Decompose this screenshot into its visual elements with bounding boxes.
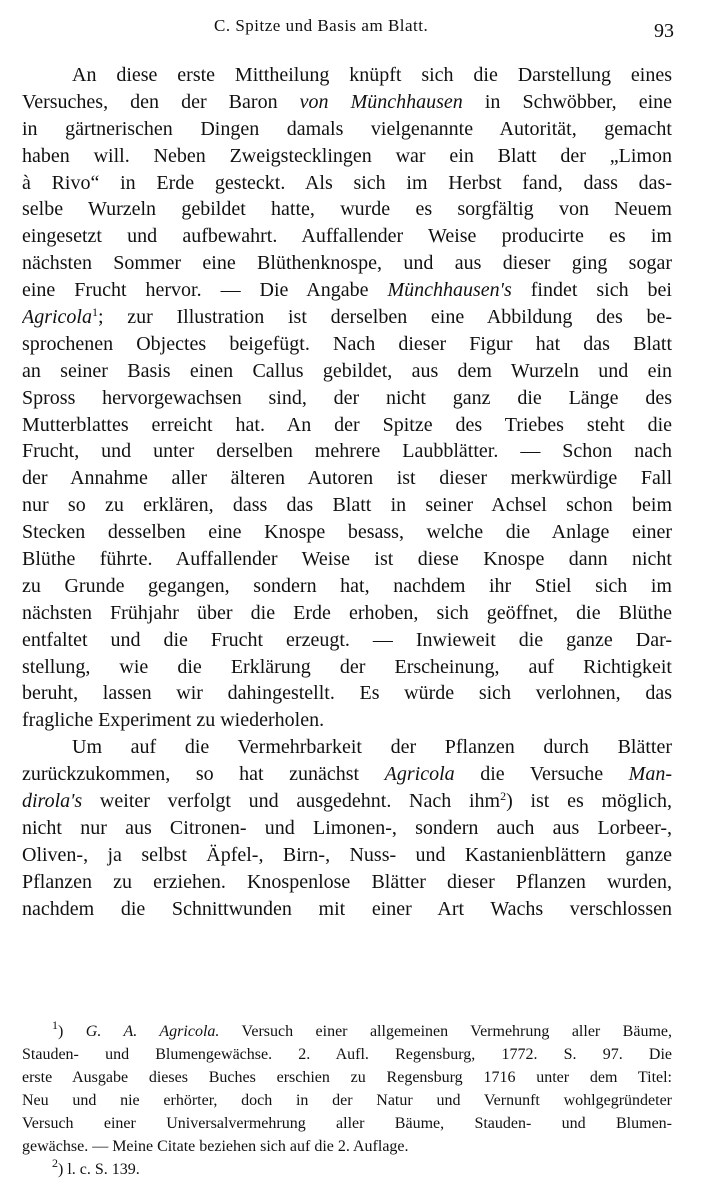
text-line: sprochenen Objectes beigefügt. Nach dieser Figur hat das Blatt — [22, 332, 672, 355]
footnote-marker: 1 — [52, 1020, 58, 1032]
text-line: eingesetzt und aufbewahrt. Auffallender Weise producirte es im — [22, 225, 672, 248]
running-title: C. Spitze und Basis am Blatt. — [214, 16, 429, 35]
text-line: der Annahme aller älteren Autoren ist dieser merkwürdige Fall — [22, 467, 672, 490]
footnote-marker: 2 — [52, 1158, 58, 1170]
text-line: nicht nur aus Citronen- und Limonen-, sondern auch aus Lorbeer-, — [22, 816, 672, 839]
person-name: dirola's — [22, 790, 83, 813]
text-line: Spross hervorgewachsen sind, der nicht ganz die Länge des — [22, 386, 672, 409]
text-line: entfaltet und die Frucht erzeugt. — Inwieweit die ganze Dar- — [22, 628, 672, 651]
text-line: Versuches, den der Baron von Münchhausen in Schwöbber, eine — [22, 90, 672, 113]
text-line: Blüthe führte. Auffallender Weise ist diese Knospe dann nicht — [22, 548, 672, 571]
footnote-marker: 1 — [92, 305, 98, 320]
text-line: Frucht, und unter derselben mehrere Laubblätter. — Schon nach — [22, 440, 672, 463]
person-name: Agricola — [22, 306, 92, 329]
text-line: Agricola$^1$; zur Illustration ist derselben eine Abbildung des be- — [22, 305, 672, 329]
person-name: von Münchhausen — [299, 90, 463, 113]
text-line: haben will. Neben Zweigstecklingen war ein Blatt der „Limon — [22, 144, 672, 167]
footnote-line: gewächse. — Meine Citate beziehen sich auf die 2. Auflage. — [22, 1138, 409, 1155]
footnote-line: $^1$) G. A. Agricola. Versuch einer allgemeinen Vermehrung aller Bäume, — [52, 1020, 672, 1040]
running-head — [24, 6, 674, 46]
text-line: zurückzukommen, so hat zunächst Agricola die Versuche Man- — [22, 763, 672, 786]
person-name: Man- — [628, 763, 672, 786]
text-line: stellung, wie die Erklärung der Erscheinung, auf Richtigkeit — [22, 655, 672, 678]
text-line: nur so zu erklären, dass das Blatt in seiner Achsel schon beim — [22, 494, 672, 517]
text-line: An diese erste Mittheilung knüpft sich die Darstellung eines — [72, 64, 672, 86]
footnote-marker: 2 — [500, 789, 507, 804]
footnote-line: Neu und nie erhörter, doch in der Natur und Vernunft wohlgegründeter — [22, 1092, 672, 1109]
text-line: Pflanzen zu erziehen. Knospenlose Blätter dieser Pflanzen wurden, — [22, 870, 672, 893]
text-line: dirola's weiter verfolgt und ausgedehnt. Nach ihm$^2$) ist es möglich, — [22, 789, 672, 813]
text-line: beruht, lassen wir dahingestellt. Es würde sich verlohnen, das — [22, 682, 672, 705]
text-line: in gärtnerischen Dingen damals vielgenannte Autorität, gemacht — [22, 117, 672, 140]
text-line: nachdem die Schnittwunden mit einer Art Wachs verschlossen — [22, 897, 672, 920]
text-line: Um auf die Vermehrbarkeit der Pflanzen durch Blätter — [72, 736, 672, 759]
person-name: Agricola — [384, 763, 455, 786]
text-line: an seiner Basis einen Callus gebildet, aus dem Wurzeln und ein — [22, 359, 672, 382]
text-line: eine Frucht hervor. — Die Angabe Münchhausen's findet sich bei — [22, 279, 672, 302]
text-line: Mutterblattes erreicht hat. An der Spitze des Triebes steht die — [22, 413, 672, 436]
footnotes — [22, 1020, 672, 1181]
text-line: selbe Wurzeln gebildet hatte, wurde es sorgfältig von Neuem — [22, 198, 672, 221]
body-text — [22, 62, 672, 923]
footnote-line: $^2$) l. c. S. 139. — [52, 1158, 140, 1178]
person-name: Münchhausen's — [387, 279, 512, 302]
text-line: Oliven-, ja selbst Äpfel-, Birn-, Nuss- und Kastanienblättern ganze — [22, 843, 672, 866]
person-name: G. A. Agricola. — [85, 1023, 220, 1040]
footnote-line: Stauden- und Blumengewächse. 2. Aufl. Regensburg, 1772. S. 97. Die — [22, 1046, 672, 1063]
text-line: nächsten Sommer eine Blüthenknospe, und aus dieser ging sogar — [22, 252, 672, 275]
text-line: Stecken desselben eine Knospe besass, welche die Anlage einer — [22, 521, 672, 544]
footnote-line: erste Ausgabe dieses Buches erschien zu Regensburg 1716 unter dem Titel: — [22, 1069, 672, 1086]
footnote-line: Versuch einer Universalvermehrung aller Bäume, Stauden- und Blumen- — [22, 1115, 672, 1132]
text-line: zu Grunde gegangen, sondern hat, nachdem ihr Stiel sich im — [22, 574, 672, 597]
page-number: 93 — [654, 20, 674, 42]
text-line: à Rivo“ in Erde gesteckt. Als sich im Herbst fand, dass das- — [22, 171, 672, 194]
text-line: nächsten Frühjahr über die Erde erhoben, sich geöffnet, die Blüthe — [22, 601, 672, 624]
text-line: fragliche Experiment zu wiederholen. — [22, 709, 325, 732]
